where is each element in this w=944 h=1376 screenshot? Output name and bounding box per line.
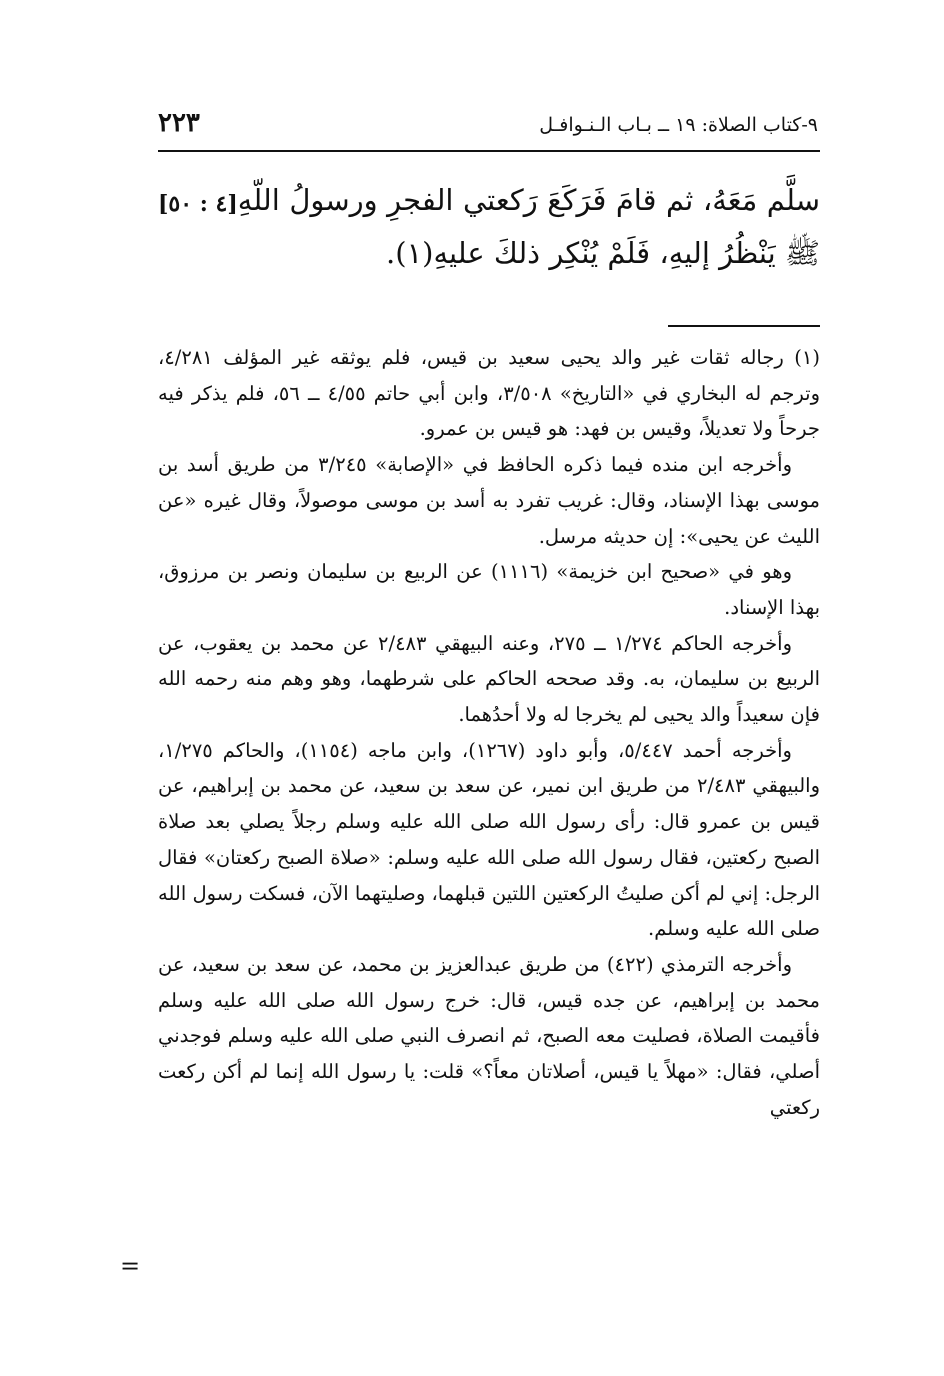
- footnote-paragraph: (١) رجاله ثقات غير والد يحيى سعيد بن قيس، فلم يوثقه غير المؤلف ٤/٢٨١، وترجم له البخاري في «التاريخ» ٣/٥٠٨، وابن أبي حاتم ٤/٥٥ ــ ٥٦، فلم يذكر فيه جرحاً ولا تعديلاً، وقيس بن فهد: هو قيس بن عمرو.: [158, 346, 821, 441]
- continuation-mark: =: [120, 1252, 141, 1280]
- running-title: ٩-كتاب الصلاة: ١٩ ــ بـاب الـنـوافـل: [539, 114, 818, 136]
- page-number: ٢٢٣: [158, 108, 200, 138]
- footnote-paragraph: وأخرجه الترمذي (٤٢٢) من طريق عبدالعزيز بن محمد، عن سعد بن سعيد، عن محمد بن إبراهيم، عن جده قيس، قال: خرج رسول الله صلى الله عليه وسلم فأقيمت الصلاة، فصليت معه الصبح، ثم انصرف النبي صلى الله عليه وسلم فوجدني أصلي، فقال: «مهلاً يا قيس، أصلاتان معاً؟» قلت: يا رسول الله إنما لم أكن ركعت ركعتي: [158, 952, 820, 1119]
- footnote-separator: [668, 325, 820, 327]
- main-text: [158, 174, 820, 280]
- hadith-reference: [٤ : ٥٠]: [158, 191, 238, 217]
- main-text-body: سلَّم مَعَهُ، ثم قامَ فَرَكَعَ رَكعتي الفجرِ ورسولُ اللّهِ ﷺ يَنْظُرُ إليهِ، فَلَمْ يُنْكِر ذلكَ عليهِ(١).: [237, 183, 820, 270]
- header-rule: [158, 150, 820, 152]
- footnotes: [158, 340, 820, 1125]
- footnote-paragraph: وأخرجه الحاكم ١/٢٧٤ ــ ٢٧٥، وعنه البيهقي ٢/٤٨٣ عن محمد بن يعقوب، عن الربيع بن سليمان، به. وقد صححه الحاكم على شرطهما، وهو وهم منه رحمه الله فإن سعيداً والد يحيى لم يخرجا له ولا أحدُهما.: [158, 631, 820, 727]
- footnote-paragraph: وهو في «صحيح ابن خزيمة» (١١١٦) عن الربيع بن سليمان ونصر بن مرزوق، بهذا الإسناد.: [158, 560, 820, 619]
- footnote-paragraph: وأخرجه أحمد ٥/٤٤٧، وأبو داود (١٢٦٧)، وابن ماجه (١١٥٤)، والحاكم ١/٢٧٥، والبيهقي ٢/٤٨٣ من طريق ابن نمير، عن سعد بن سعيد، عن محمد بن إبراهيم، عن قيس بن عمرو قال: رأى رسول الله صلى الله عليه وسلم رجلاً يصلي بعد صلاة الصبح ركعتين، فقال رسول الله صلى الله عليه وسلم: «صلاة الصبح ركعتان» فقال الرجل: إني لم أكن صليتُ الركعتين اللتين قبلهما، وصليتهما الآن، فسكت رسول الله صلى الله عليه وسلم.: [158, 738, 820, 941]
- page-header: [158, 108, 818, 152]
- footnote-paragraph: وأخرجه ابن منده فيما ذكره الحافظ في «الإصابة» ٣/٢٤٥ من طريق أسد بن موسى بهذا الإسناد، وقال: غريب تفرد به أسد بن موسى موصولاً، وقال غيره «عن الليث عن يحيى»: إن حديثه مرسل.: [158, 453, 820, 548]
